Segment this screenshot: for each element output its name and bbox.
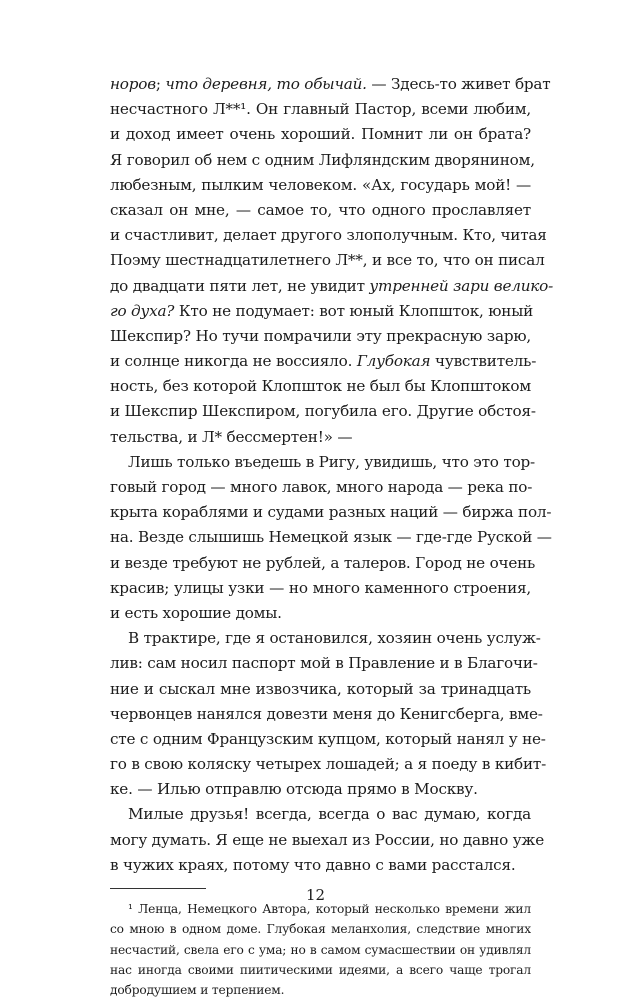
book-page xyxy=(110,72,554,1000)
text-line: крыта кораблями и судами разных наций — биржа пол- xyxy=(110,503,552,522)
text-line: червонцев нанялся довезти меня до Кенигсберга, вме- xyxy=(110,704,543,723)
footnote-line: несчастий, свела его с ума; но в самом сумасшествии он удивлял xyxy=(110,942,531,957)
text-line: тельства, и Л* бессмертен!» — xyxy=(110,427,353,446)
text-line: и счастливит, делает другого злополучным. Кто, читая xyxy=(110,226,547,245)
line-12-render: и солнце никогда не воссияло. Глубокая чувствитель- xyxy=(110,352,537,371)
text-line xyxy=(110,274,554,299)
text-line: и есть хорошие домы. xyxy=(110,603,282,622)
text-line: и доход имеет очень хороший. Помнит ли он брата? xyxy=(110,125,531,144)
text-line xyxy=(110,349,537,374)
text-line: В трактире, где я остановился, хозяин очень услуж- xyxy=(128,629,541,648)
text-line: ность, без которой Клопшток не был бы Клопштоком xyxy=(110,377,531,396)
text-line: на. Везде слышишь Немецкой язык — где-где Руской — xyxy=(110,528,552,547)
line-1-render: норов; что деревня, то обычай. — Здесь-то живет брат xyxy=(110,75,551,93)
text-line: ние и сыскал мне извозчика, который за тринадцать xyxy=(110,679,531,698)
text-line: Я говорил об нем с одним Лифляндским дворянином, xyxy=(110,150,535,169)
text-line: Поэму шестнадцатилетнего Л**, и все то, что он писал xyxy=(110,251,545,270)
text-line xyxy=(110,72,551,97)
text-line: красив; улицы узки — но много каменного строения, xyxy=(110,578,531,597)
text-line: го в свою коляску четырех лошадей; а я поеду в кибит- xyxy=(110,755,547,774)
text-line: говый город — много лавок, много народа — река по- xyxy=(110,478,533,496)
text-line: сте с одним Французским купцом, который нанял у не- xyxy=(110,729,546,748)
text-line: и Шекспир Шекспиром, погубила его. Другие обстоя- xyxy=(110,402,536,421)
footnote-line: нас иногда своими пиитическими идеями, а всего чаще трогал xyxy=(110,962,531,977)
footnote-line: добродушием и терпением. xyxy=(110,983,285,998)
text-line xyxy=(110,299,534,324)
text-line: любезным, пылким человеком. «Ах, государь мой! — xyxy=(110,175,531,194)
paragraph-2 xyxy=(110,450,552,626)
text-line: могу думать. Я еще не выехал из России, но давно уже xyxy=(110,830,544,849)
text-line: лив: сам носил паспорт мой в Правление и в Благочи- xyxy=(110,654,538,673)
line-10-render: го духа? Кто не подумает: вот юный Клопшток, юный xyxy=(110,301,534,320)
text-line: сказал он мне, — самое то, что одного прославляет xyxy=(110,200,531,219)
text-line: Милые друзья! всегда, всегда о вас думаю, когда xyxy=(128,805,531,824)
text-line: Лишь только въедешь в Ригу, увидишь, что это тор- xyxy=(128,452,535,471)
footnote-line: со мною в одном доме. Глубокая меланхолия, следствие многих xyxy=(110,922,531,937)
text-line: в чужих краях, потому что давно с вами расстался. xyxy=(110,855,516,874)
paragraph-3 xyxy=(110,626,547,802)
footnote-line: ¹ Ленца, Немецкого Автора, который несколько времени жил xyxy=(128,902,531,916)
footnote xyxy=(110,899,531,1000)
page-number: 12 xyxy=(305,886,326,904)
line-9-render: до двадцати пяти лет, не увидит утренней зари велико- xyxy=(110,276,554,295)
text-line: несчастного Л**¹. Он главный Пастор, всеми любим, xyxy=(110,100,531,119)
text-line: и везде требуют не рублей, а талеров. Город не очень xyxy=(110,553,536,572)
text-line: Шекспир? Но тучи помрачили эту прекрасную зарю, xyxy=(110,326,531,345)
paragraph-4 xyxy=(110,802,544,878)
paragraph-1 xyxy=(110,72,554,450)
text-line: ке. — Илью отправлю отсюда прямо в Москву. xyxy=(110,780,478,799)
